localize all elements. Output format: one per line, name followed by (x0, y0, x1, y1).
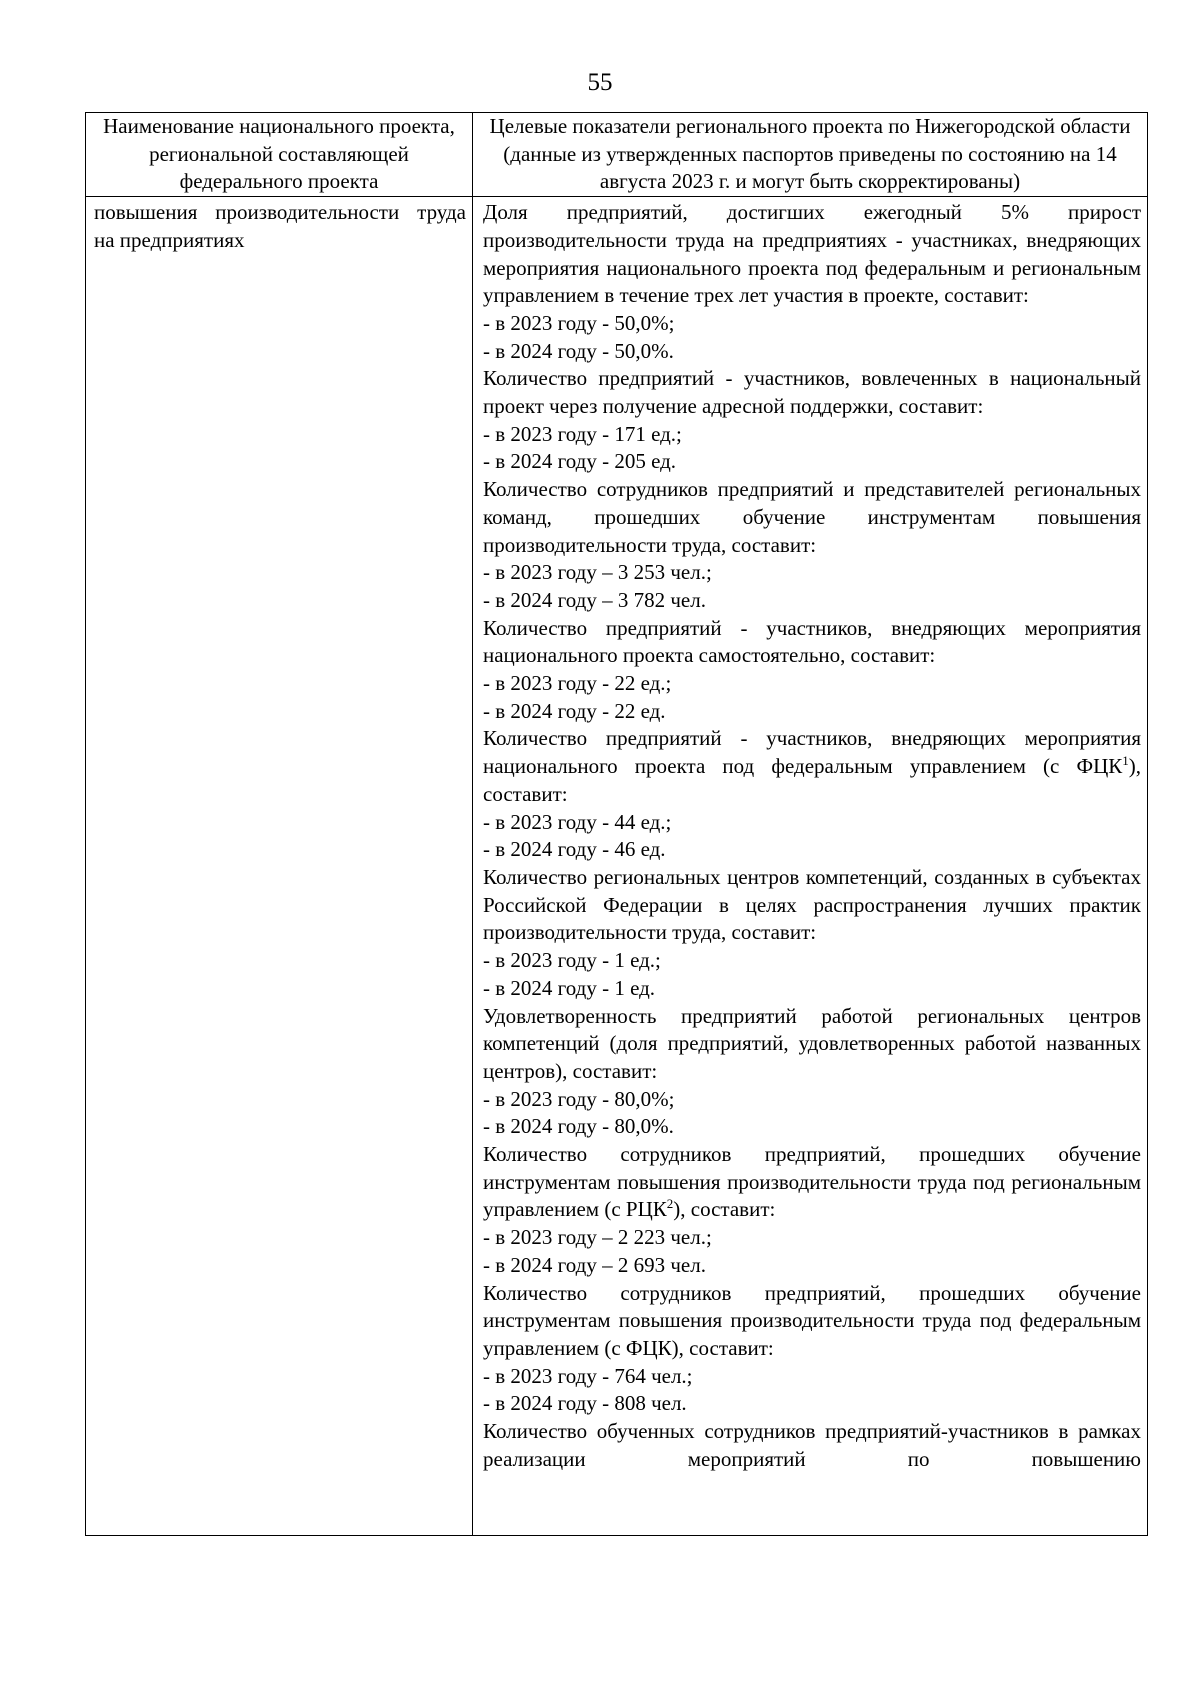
indicator-value: - в 2024 году - 808 чел. (483, 1391, 687, 1416)
indicator-value: - в 2023 году - 764 чел.; (483, 1363, 693, 1388)
indicator-text-main: Количество сотрудников предприятий, прошедших обучение инструментам повышения производительности труда под региональным управлением (с РЦК (483, 1142, 1141, 1222)
indicator-text: Количество сотрудников предприятий, прошедших обучение инструментам повышения производительности труда под федеральным управлением (с ФЦК), составит: (483, 1280, 1141, 1360)
indicator-value: - в 2023 году - 80,0%; (483, 1086, 675, 1111)
indicator-value: - в 2024 году - 205 ед. (483, 449, 677, 474)
indicator-text: Удовлетворенность предприятий работой региональных центров компетенций (доля предприятий, удовлетворенных работой названных центров), составит: (483, 1003, 1141, 1083)
page-number: 55 (587, 69, 613, 96)
footnote-marker: 2 (666, 1196, 674, 1212)
table-header-row (86, 113, 1148, 197)
header-project-name: Наименование национального проекта, региональной составляющей федерального проекта (86, 113, 473, 197)
indicator-text (483, 725, 1141, 808)
indicators-cell (473, 197, 1148, 1536)
indicator-value: - в 2023 году - 44 ед.; (483, 809, 672, 834)
indicator-value: - в 2023 году - 50,0%; (483, 310, 675, 335)
indicator-text (483, 1141, 1141, 1224)
indicator-text: Количество предприятий - участников, внедряющих мероприятия национального проекта самостоятельно, составит: (483, 615, 1141, 668)
indicator-value: - в 2024 году - 22 ед. (483, 698, 666, 723)
indicators-table (85, 112, 1148, 1536)
indicator-value: - в 2024 году - 50,0%. (483, 338, 674, 363)
indicator-text: Количество сотрудников предприятий и представителей региональных команд, прошедших обучение инструментам повышения производительности труда, составит: (483, 477, 1141, 557)
indicator-text: Количество предприятий - участников, вовлеченных в национальный проект через получение адресной поддержки, составит: (483, 366, 1141, 419)
indicator-value: - в 2024 году – 2 693 чел. (483, 1252, 706, 1277)
indicator-value: - в 2024 году - 80,0%. (483, 1114, 674, 1139)
footnote-marker: 1 (1122, 753, 1129, 769)
indicator-text: Количество региональных центров компетенций, созданных в субъектах Российской Федерации в целях распространения лучших практик производительности труда, составит: (483, 864, 1141, 945)
table-row (86, 197, 1148, 1536)
header-target-indicators: Целевые показатели регионального проекта по Нижегородской области (данные из утвержденных паспортов приведены по состоянию на 14 августа 2023 г. и могут быть скорректированы) (473, 113, 1148, 197)
indicator-value: - в 2023 году – 2 223 чел.; (483, 1225, 712, 1250)
indicator-value: - в 2023 году – 3 253 чел.; (483, 560, 712, 585)
indicator-text-main: Количество предприятий - участников, внедряющих мероприятия национального проекта под федеральным управлением (с ФЦК (483, 726, 1141, 779)
indicator-text: Доля предприятий, достигших ежегодный 5% прирост производительности труда на предприятиях - участниках, внедряющих мероприятия национального проекта под федеральным и региональным управлением в течение трех лет участия в проекте, составит: (483, 200, 1141, 308)
indicator-value: - в 2024 году - 1 ед. (483, 975, 656, 1000)
indicator-text-tail: ), составит: (483, 754, 1141, 806)
indicator-text-continued: Количество обученных сотрудников предприятий-участников в рамках реализации мероприятий по повышению (483, 1419, 1141, 1471)
indicator-value: - в 2023 году - 1 ед.; (483, 948, 661, 973)
indicator-value: - в 2023 году - 22 ед.; (483, 671, 672, 696)
project-name-cell: повышения производительности труда на предприятиях (86, 197, 473, 1536)
indicator-value: - в 2024 году – 3 782 чел. (483, 587, 706, 612)
indicator-value: - в 2023 году - 171 ед.; (483, 421, 682, 446)
indicator-value: - в 2024 году - 46 ед. (483, 837, 666, 862)
indicator-text-tail: ), составит: (673, 1197, 776, 1222)
